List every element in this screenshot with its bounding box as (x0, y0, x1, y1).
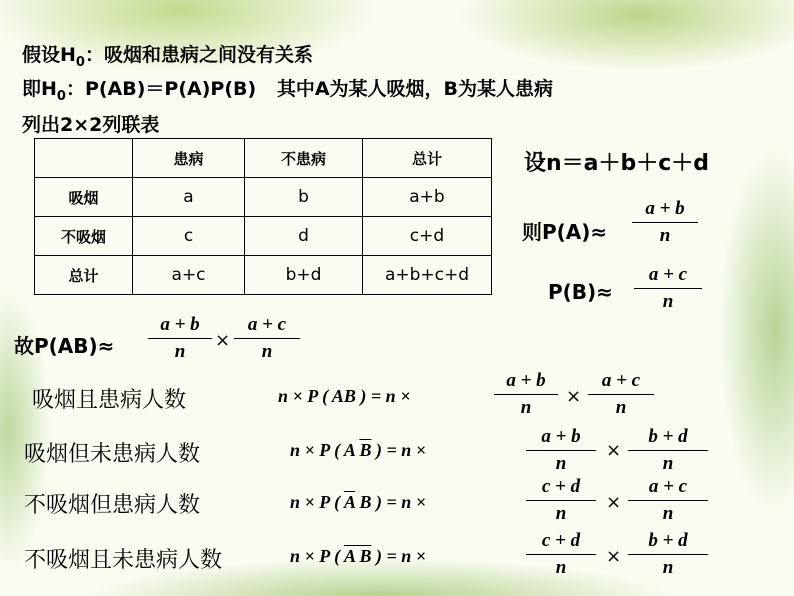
fraction-numerator: a + c (234, 312, 300, 339)
table-intro: 列出2×2列联表 (22, 114, 160, 136)
table-header-row (35, 139, 492, 178)
fraction-denominator: n (520, 397, 532, 418)
fraction-numerator: a + b (148, 312, 212, 339)
count-fraction-1 (526, 528, 596, 581)
fraction-denominator: n (615, 397, 627, 418)
event-definition: 其中A为某人吸烟，B为某人患病 (276, 78, 554, 100)
fraction-denominator: n (555, 453, 567, 474)
count-formula-lhs (290, 546, 426, 567)
table-row (35, 217, 492, 256)
fraction-numerator: c + d (526, 474, 596, 501)
n-definition: 设n＝a＋b＋c＋d (524, 151, 710, 176)
row-label: 不吸烟 (35, 217, 133, 256)
fraction-numerator: b + d (628, 528, 708, 555)
count-fraction-1 (526, 474, 596, 527)
table-header-cell: 不患病 (245, 139, 363, 178)
table-cell: a+c (133, 256, 245, 295)
row-label: 吸烟 (35, 178, 133, 217)
subscript: 0 (75, 54, 85, 70)
times-sign: × (606, 546, 622, 567)
table-row (35, 256, 492, 295)
times-sign: × (566, 386, 582, 407)
pa-fraction (632, 196, 698, 249)
fraction-denominator: n (555, 503, 567, 524)
fraction-denominator: n (662, 503, 674, 524)
hypothesis-text: ：吸烟和患病之间没有关系 (84, 44, 313, 66)
fraction-denominator: n (261, 341, 273, 362)
row-label: 总计 (35, 256, 133, 295)
count-fraction-2 (628, 528, 708, 581)
count-fraction-2 (628, 424, 708, 477)
fraction-numerator: c + d (526, 528, 596, 555)
hypothesis-formula-line (22, 74, 553, 104)
table-row (35, 178, 492, 217)
pab-fraction-1 (148, 312, 212, 365)
pab-fraction-2 (234, 312, 300, 365)
table-cell: b+d (245, 256, 363, 295)
table-cell: a+b (363, 178, 492, 217)
complement-event: A B (343, 546, 372, 566)
complement-event: $\overline{A}$ (343, 492, 355, 512)
pa-label: 则P(A)≈ (522, 220, 608, 244)
fraction-numerator: a + c (628, 474, 708, 501)
fraction-denominator: n (662, 291, 674, 312)
formula-part: ) = n × (375, 440, 426, 460)
table-cell: d (245, 217, 363, 256)
table-cell: a (133, 178, 245, 217)
hypothesis-line (22, 40, 313, 70)
fraction-denominator: n (555, 557, 567, 578)
table-cell: c (133, 217, 245, 256)
count-label: 不吸烟且未患病人数 (24, 548, 223, 573)
fraction-denominator: n (662, 557, 674, 578)
table-header-cell (35, 139, 133, 178)
times-sign: × (215, 330, 231, 351)
fraction-denominator: n (662, 453, 674, 474)
hypothesis-label: 假设H (22, 44, 76, 66)
fraction-numerator: b + d (628, 424, 708, 451)
formula-label: 即H (22, 78, 57, 100)
count-fraction-1 (526, 424, 596, 477)
pb-fraction (634, 262, 702, 315)
formula-part: n × P ( A (290, 440, 355, 460)
contingency-table (34, 138, 492, 295)
independence-formula: ：P(AB)＝P(A)P(B) (65, 78, 257, 100)
count-formula-lhs (290, 440, 426, 461)
pb-label: P(B)≈ (548, 280, 613, 304)
count-formula-lhs (290, 492, 426, 513)
count-fraction-2 (628, 474, 708, 527)
count-label: 吸烟但未患病人数 (24, 442, 201, 467)
formula-part: n × P ( (290, 492, 341, 512)
formula-part: B ) = n × (359, 492, 426, 512)
pab-label: 故P(AB)≈ (14, 334, 115, 358)
fraction-numerator: a + c (588, 368, 654, 395)
table-cell: c+d (363, 217, 492, 256)
count-fraction-2 (588, 368, 654, 421)
count-label: 吸烟且患病人数 (32, 388, 187, 413)
table-cell: b (245, 178, 363, 217)
fraction-numerator: a + b (632, 196, 698, 223)
complement-event: $\overline{B}$ (359, 440, 372, 460)
fraction-denominator: n (174, 341, 186, 362)
fraction-numerator: a + c (634, 262, 702, 289)
times-sign: × (606, 440, 622, 461)
fraction-numerator: a + b (494, 368, 558, 395)
table-header-cell: 总计 (363, 139, 492, 178)
table-header-cell: 患病 (133, 139, 245, 178)
times-sign: × (606, 492, 622, 513)
count-fraction-1 (494, 368, 558, 421)
subscript: 0 (56, 88, 66, 104)
formula-part: ) = n × (375, 546, 426, 566)
fraction-denominator: n (659, 225, 671, 246)
formula-part: n × P ( (290, 546, 341, 566)
table-cell: a+b+c+d (363, 256, 492, 295)
count-formula-lhs: n × P ( AB ) = n × (278, 386, 411, 406)
count-label: 不吸烟但患病人数 (24, 493, 201, 518)
fraction-numerator: a + b (526, 424, 596, 451)
